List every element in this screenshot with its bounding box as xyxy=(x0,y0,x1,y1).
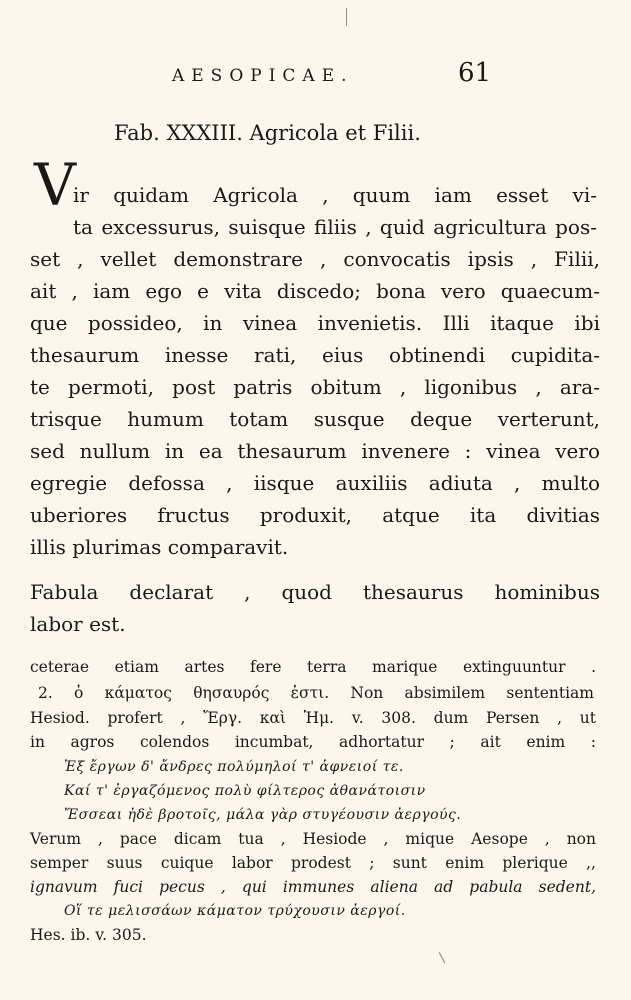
greek-verse-line: Οἵ τε μελισσάων κάματον τρύχουσιν ἀεργοί. xyxy=(64,903,406,919)
footnote-line: Verum , pace dicam tua , Hesiode , mique Aesope , non xyxy=(30,830,596,848)
fable-text-line: thesaurum inesse rati, eius obtinendi cupidita- xyxy=(30,343,600,367)
footnote-line: 2. ὁ κάματος θησαυρός ἐστι. Non absimilem sententiam xyxy=(38,684,594,702)
page-number: 61 xyxy=(458,58,492,88)
footnote-quote-line: ignavum fuci pecus , qui immunes aliena ad pabula sedent, xyxy=(30,878,596,896)
footnote-line: ceterae etiam artes fere terra marique extinguuntur . xyxy=(30,658,596,676)
moral-text-line: Fabula declarat , quod thesaurus hominibus xyxy=(30,580,600,604)
fable-text-line: ait , iam ego e vita discedo; bona vero quaecum- xyxy=(30,279,600,303)
fable-text-line: trisque humum totam susque deque verterunt, xyxy=(30,407,600,431)
drop-cap-initial: V xyxy=(34,151,76,219)
fable-text-line: sed nullum in ea thesaurum invenere : vinea vero xyxy=(30,439,600,463)
fable-text-line: ta excessurus, suisque filiis , quid agricultura pos- xyxy=(73,215,597,239)
top-margin-tick xyxy=(346,8,347,26)
running-title: AESOPICAE. xyxy=(172,66,354,86)
footnote-citation: Hes. ib. v. 305. xyxy=(30,926,147,944)
fable-text-line: que possideo, in vinea invenietis. Illi itaque ibi xyxy=(30,311,600,335)
footnote-line: Hesiod. profert , Ἔργ. καὶ Ἡμ. v. 308. dum Persen , ut xyxy=(30,709,596,727)
moral-text-line: labor est. xyxy=(30,612,126,636)
footnote-line: semper suus cuique labor prodest ; sunt enim plerique ,, xyxy=(30,854,596,872)
greek-verse-line: Ἔσσεαι ἠδὲ βροτοῖς, μάλα γὰρ στυγέουσιν ἀεργούς. xyxy=(64,807,462,823)
fable-text-line: illis plurimas comparavit. xyxy=(30,535,289,559)
fable-text-line: te permoti, post patris obitum , ligonibus , ara- xyxy=(30,375,600,399)
greek-verse-line: Καί τ' ἐργαζόμενος πολὺ φίλτερος ἀθανάτοισιν xyxy=(64,783,426,799)
greek-verse-line: Ἐξ ἔργων δ' ἄνδρες πολύμηλοί τ' ἀφνειοί τε. xyxy=(64,759,404,775)
footnote-line: in agros colendos incumbat, adhortatur ; ait enim : xyxy=(30,733,596,751)
fable-text-line: set , vellet demonstrare , convocatis ipsis , Filii, xyxy=(30,247,600,271)
fable-text-line: egregie defossa , iisque auxiliis adiuta , multo xyxy=(30,471,600,495)
fable-text-line: uberiores fructus produxit, atque ita divitias xyxy=(30,503,600,527)
fable-text-line: ir quidam Agricola , quum iam esset vi- xyxy=(73,183,597,207)
stray-mark-icon: / xyxy=(435,950,450,966)
fable-title: Fab. XXXIII. Agricola et Filii. xyxy=(114,121,421,145)
